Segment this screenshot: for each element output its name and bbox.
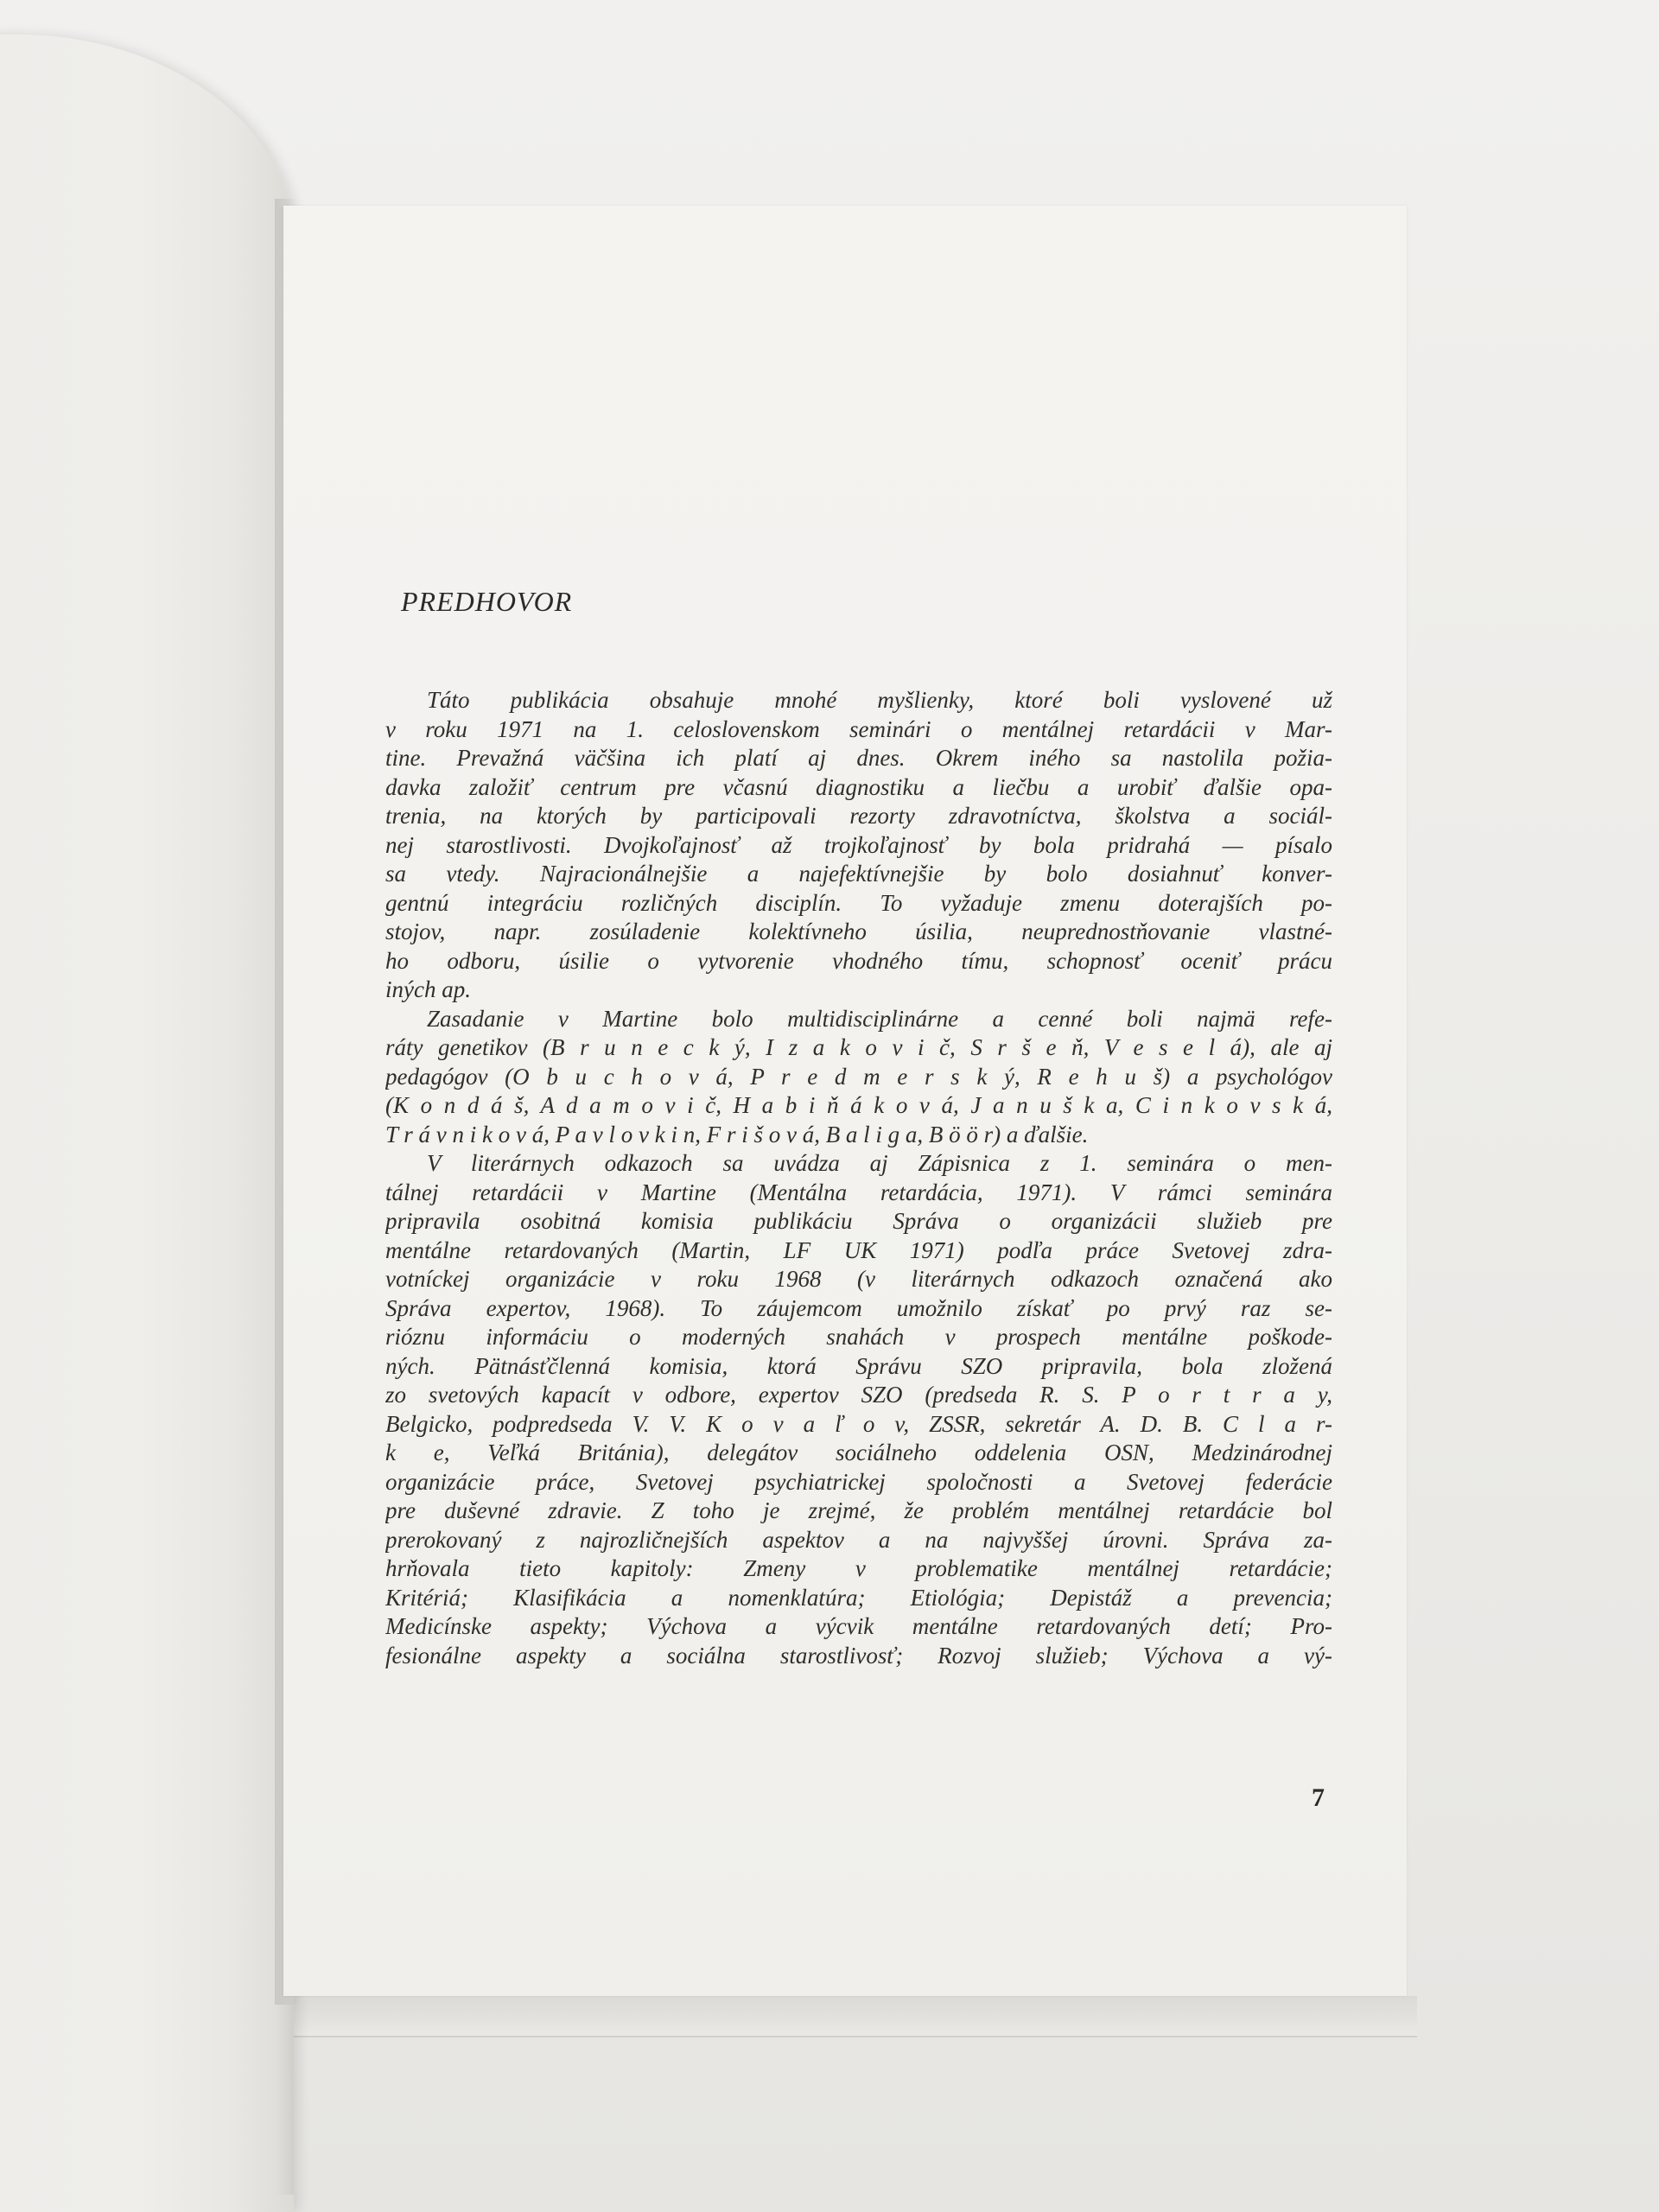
text-line: mentálne retardovaných (Martin, LF UK 1971) podľa práce Svetovej zdra-	[385, 1236, 1332, 1263]
text-line: Táto publikácia obsahuje mnohé myšlienky, ktoré boli vyslovené už	[427, 687, 1332, 713]
text-line: v roku 1971 na 1. celoslovenskom seminári o mentálnej retardácii v Mar-	[385, 715, 1332, 742]
text-line: Zasadanie v Martine bolo multidisciplinárne a cenné boli najmä refe-	[427, 1005, 1332, 1032]
text-line: ráty genetikov (B r u n e c k ý, I z a k o v i č, S r š e ň, V e s e l á), ale aj	[385, 1034, 1332, 1060]
text-line: ho odboru, úsilie o vytvorenie vhodného tímu, schopnosť oceniť prácu	[385, 947, 1332, 974]
text-line: fesionálne aspekty a sociálna starostlivosť; Rozvoj služieb; Výchova a vý-	[385, 1642, 1332, 1669]
text-line: Medicínske aspekty; Výchova a výcvik mentálne retardovaných detí; Pro-	[385, 1613, 1332, 1639]
text-line: tálnej retardácii v Martine (Mentálna retardácia, 1971). V rámci seminára	[385, 1179, 1332, 1205]
text-line: nej starostlivosti. Dvojkoľajnosť až trojkoľajnosť by bola pridrahá — písalo	[385, 831, 1332, 858]
text-line: Správa expertov, 1968). To záujemcom umožnilo získať po prvý raz se-	[385, 1294, 1332, 1321]
text-line: davka založiť centrum pre včasnú diagnostiku a liečbu a urobiť ďalšie opa-	[385, 773, 1332, 800]
text-line: (K o n d á š, A d a m o v i č, H a b i ň á k o v á, J a n u š k a, C i n k o v s k á,	[385, 1092, 1332, 1118]
text-line: gentnú integráciu rozličných disciplín. To vyžaduje zmenu doterajších po-	[385, 889, 1332, 916]
text-line: hrňovala tieto kapitoly: Zmeny v problematike mentálnej retardácie;	[385, 1555, 1332, 1581]
text-line: zo svetových kapacít v odbore, expertov SZO (predseda R. S. P o r t r a y,	[385, 1382, 1332, 1408]
text-line: organizácie práce, Svetovej psychiatrickej spoločnosti a Svetovej federácie	[385, 1468, 1332, 1495]
text-line: pre duševné zdravie. Z toho je zrejmé, že problém mentálnej retardácie bol	[385, 1497, 1332, 1523]
right-page	[283, 206, 1407, 1996]
text-line: trenia, na ktorých by participovali rezorty zdravotníctva, školstva a sociál-	[385, 803, 1332, 829]
text-line: votníckej organizácie v roku 1968 (v literárnych odkazoch označená ako	[385, 1266, 1332, 1292]
body-text	[385, 686, 1332, 1670]
text-line: T r á v n i k o v á, P a v l o v k i n, F r i š o v á, B a l i g a, B ö ö r) a ďalšie.	[385, 1121, 1089, 1147]
text-line: Kritériá; Klasifikácia a nomenklatúra; Etiológia; Depistáž a prevencia;	[385, 1584, 1332, 1611]
page-block-edge	[276, 1996, 1417, 2037]
text-line: prerokovaný z najrozličnejších aspektov a na najvyššej úrovni. Správa za-	[385, 1526, 1332, 1553]
text-line: pedagógov (O b u c h o v á, P r e d m e r s k ý, R e h u š) a psychológov	[385, 1063, 1332, 1090]
text-line: rióznu informáciu o moderných snahách v prospech mentálne poškode-	[385, 1324, 1332, 1350]
text-line: sa vtedy. Najracionálnejšie a najefektívnejšie by bolo dosiahnuť konver-	[385, 861, 1332, 887]
page-number: 7	[1312, 1783, 1325, 1812]
text-line: pripravila osobitná komisia publikáciu Správa o organizácii služieb pre	[385, 1208, 1332, 1234]
chapter-heading: PREDHOVOR	[401, 586, 573, 617]
text-line: Belgicko, podpredseda V. V. K o v a ľ o v, ZSSR, sekretár A. D. B. C l a r-	[385, 1410, 1332, 1437]
text-line: ných. Pätnásťčlenná komisia, ktorá Správu SZO pripravila, bola zložená	[385, 1352, 1332, 1379]
text-line: tine. Prevažná väčšina ich platí aj dnes. Okrem iného sa nastolila požia-	[385, 745, 1332, 771]
text-line: V literárnych odkazoch sa uvádza aj Zápisnica z 1. seminára o men-	[427, 1150, 1332, 1176]
text-line: iných ap.	[385, 976, 471, 1002]
text-line: stojov, napr. zosúladenie kolektívneho úsilia, neuprednostňovanie vlastné-	[385, 918, 1332, 944]
text-line: k e, Veľká Británia), delegátov sociálneho oddelenia OSN, Medzinárodnej	[385, 1440, 1332, 1465]
left-page	[0, 35, 294, 2212]
